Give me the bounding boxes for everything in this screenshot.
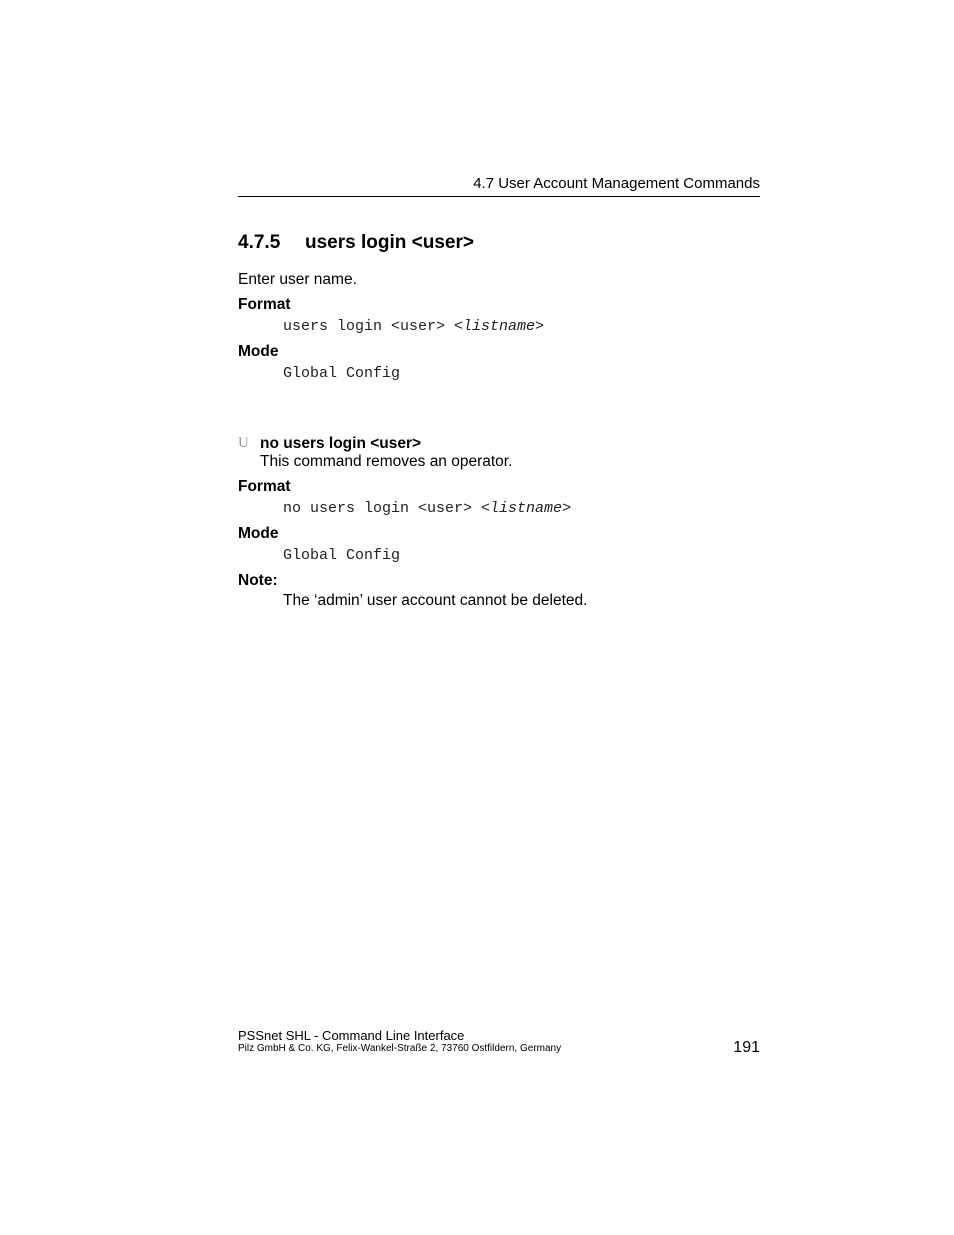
format-close-2: > xyxy=(562,500,572,517)
subcommand-title: no users login <user> xyxy=(260,435,422,452)
bullet-marker: U xyxy=(238,435,249,451)
header-divider xyxy=(238,196,760,197)
intro-text: Enter user name. xyxy=(238,271,357,288)
format-param: listname xyxy=(463,318,536,335)
note-text: The ‘admin’ user account cannot be deleted. xyxy=(283,592,588,609)
mode-value: Global Config xyxy=(283,365,401,382)
footer-title: PSSnet SHL - Command Line Interface xyxy=(238,1028,465,1043)
format-param-2: listname xyxy=(490,500,563,517)
format-label-2: Format xyxy=(238,478,291,495)
format-command xyxy=(283,318,544,335)
format-command-2 xyxy=(283,500,571,517)
mode-label-2: Mode xyxy=(238,525,279,542)
format-command-text-2: no users login <user> < xyxy=(283,500,491,517)
mode-value-2: Global Config xyxy=(283,547,401,564)
footer-address: Pilz GmbH & Co. KG, Felix-Wankel-Straße 2, 73760 Ostfildern, Germany xyxy=(238,1043,562,1054)
note-label: Note: xyxy=(238,572,278,589)
section-title: users login <user> xyxy=(305,232,474,253)
running-header: 4.7 User Account Management Commands xyxy=(473,175,760,192)
page-number: 191 xyxy=(733,1039,760,1056)
mode-label: Mode xyxy=(238,343,279,360)
format-command-text: users login <user> < xyxy=(283,318,464,335)
subcommand-description: This command removes an operator. xyxy=(260,453,513,470)
format-label: Format xyxy=(238,296,291,313)
format-close: > xyxy=(535,318,545,335)
section-number: 4.7.5 xyxy=(238,232,281,253)
